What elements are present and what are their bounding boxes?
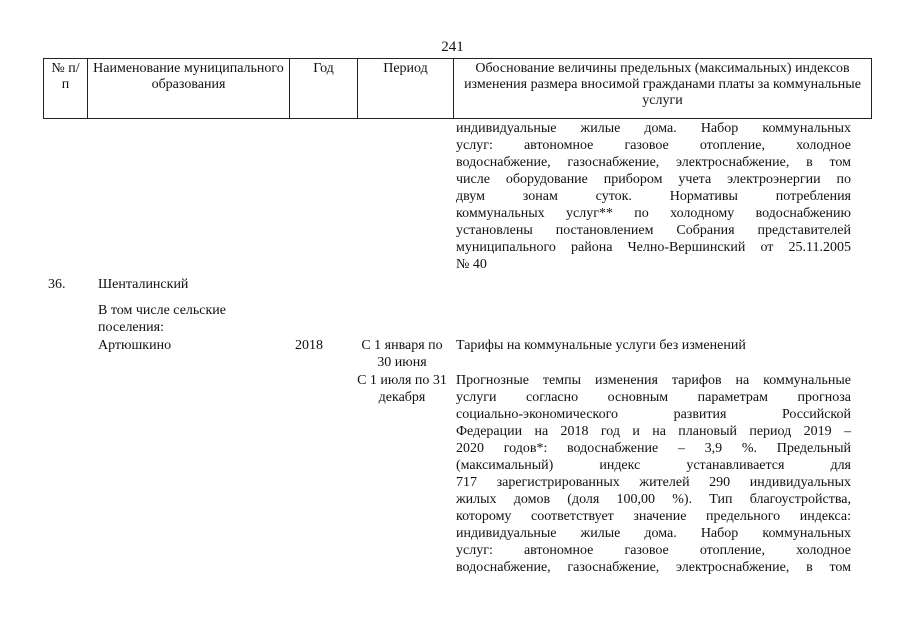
period-first-half: С 1 января по 30 июня (361, 338, 443, 370)
text-line: двум зонам суток. Нормативы потребления (456, 189, 851, 204)
header-period: Период (358, 59, 454, 119)
text-line: 2020 годов*: водоснабжение – 3,9 %. Предельный (456, 441, 851, 456)
text-line: 717 зарегистрированных жителей 290 индивидуальных (456, 475, 851, 490)
text-line: установлены постановлением Собрания представителей (456, 223, 851, 238)
text-line: социально-экономического развития Российской (456, 407, 851, 422)
text-line: индивидуальные жилые дома. Набор коммунальных (456, 121, 851, 136)
municipality-name: Шенталинский (98, 277, 189, 292)
text-line: услуги согласно основным параметрам прогноза (456, 390, 851, 405)
text-line: Прогнозные темпы изменения тарифов на коммунальные (456, 373, 851, 388)
text-line: водоснабжение, газоснабжение, электроснабжение, в том (456, 155, 851, 170)
table-header (43, 58, 872, 119)
header-year: Год (290, 59, 358, 119)
page-number: 241 (441, 39, 464, 55)
row-number: 36. (48, 277, 66, 292)
text-line: услуг: автономное газовое отопление, холодное (456, 138, 851, 153)
text-line: которому соответствует значение предельного индекса: (456, 509, 851, 524)
text-line: индивидуальные жилые дома. Набор коммунальных (456, 526, 851, 541)
text-line: числе оборудование прибором учета электроэнергии по (456, 172, 851, 187)
text-line: услуг: автономное газовое отопление, холодное (456, 543, 851, 558)
text-line: водоснабжение, газоснабжение, электроснабжение, в том (456, 560, 851, 575)
header-name: Наименование муниципального образования (88, 59, 290, 119)
text-line: Федерации на 2018 год и на плановый период 2019 – (456, 424, 851, 439)
text-line: муниципального района Челно-Вершинский от 25.11.2005 (456, 240, 851, 255)
header-basis: Обоснование величины предельных (максимальных) индексов изменения размера вносимой гражданами платы за коммунальные услуги (454, 59, 872, 119)
text-line: № 40 (456, 257, 487, 272)
subheading: В том числе сельские поселения: (98, 303, 227, 335)
period-second-half: С 1 июля по 31 декабря (357, 373, 447, 405)
text-line: жилых домов (доля 100,00 %). Тип благоустройства, (456, 492, 851, 507)
basis-unchanged: Тарифы на коммунальные услуги без изменений (456, 338, 746, 353)
text-line: (максимальный) индекс устанавливается для (456, 458, 851, 473)
text-line: коммунальных услуг** по холодному водоснабжению (456, 206, 851, 221)
settlement-name: Артюшкино (98, 338, 172, 353)
settlement-year: 2018 (295, 338, 323, 353)
continued-basis-text (456, 120, 851, 273)
basis-forecast-text (456, 372, 851, 576)
header-number: № п/п (44, 59, 88, 119)
